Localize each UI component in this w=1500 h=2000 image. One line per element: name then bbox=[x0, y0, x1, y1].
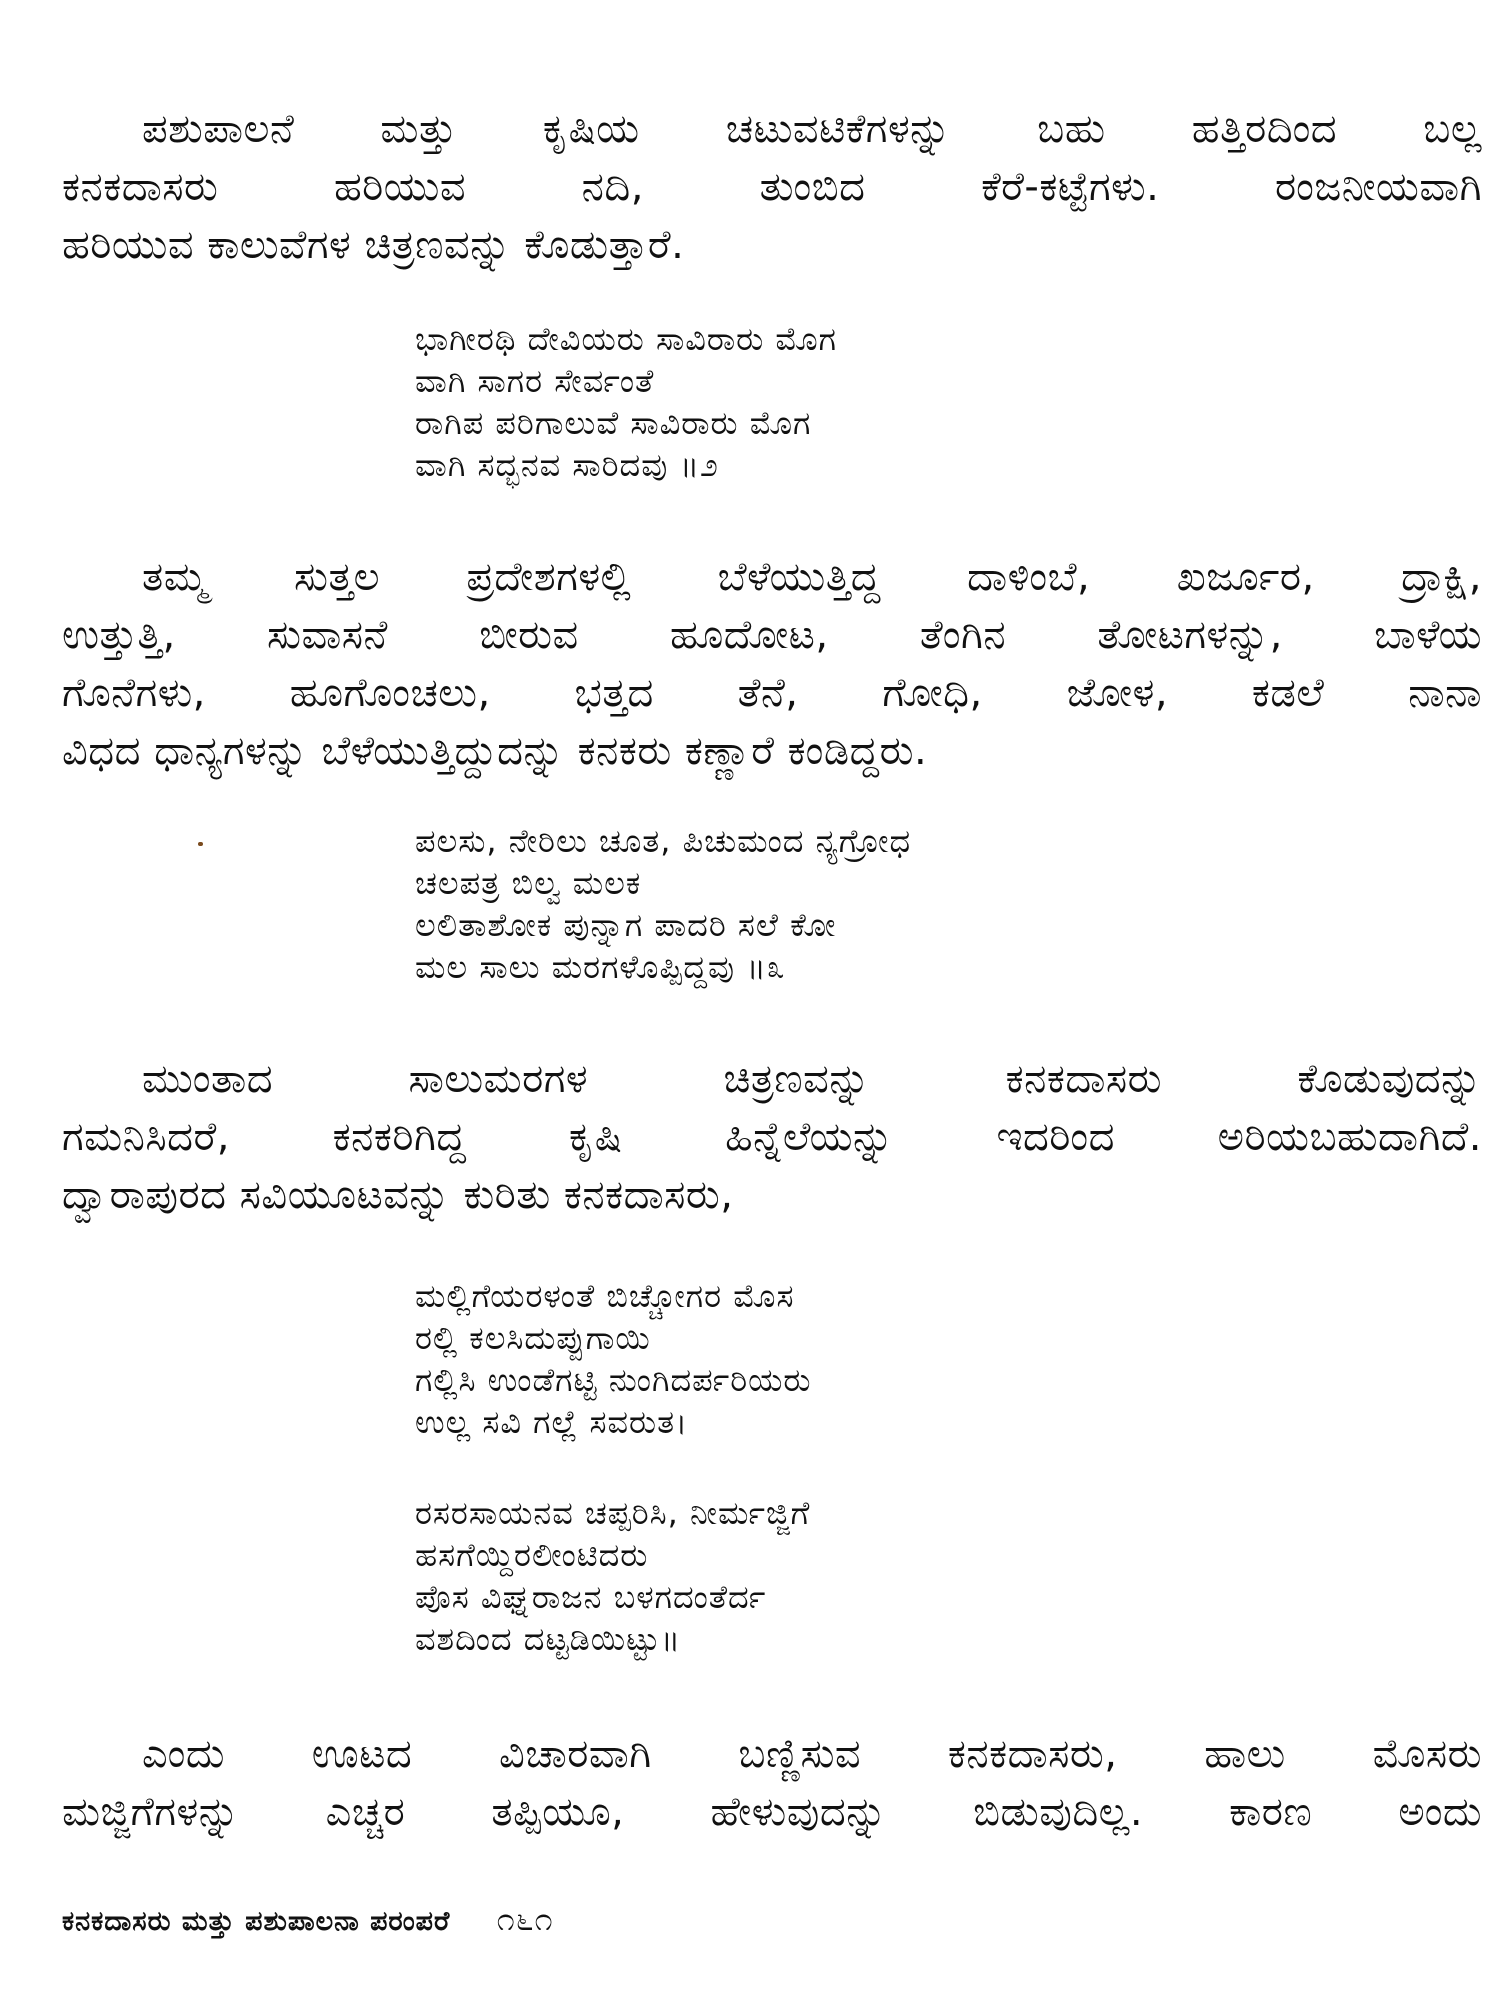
verse-line: ವಶದಿಂದ ದಟ್ಟಡಿಯಿಟ್ಟು॥ bbox=[415, 1620, 682, 1658]
paragraph-3 bbox=[62, 1050, 1482, 1224]
page-footer bbox=[62, 1900, 554, 1939]
paragraph-line: ಎಂದು ಊಟದ ವಿಚಾರವಾಗಿ ಬಣ್ಣಿಸುವ ಕನಕದಾಸರು, ಹಾಲು ಮೊಸರು bbox=[142, 1731, 1482, 1777]
verse-line: ರಸರಸಾಯನವ ಚಪ್ಪರಿಸಿ, ನೀರ್ಮಜ್ಜಿಗೆ bbox=[415, 1494, 811, 1532]
paragraph-line: ಗಮನಿಸಿದರೆ, ಕನಕರಿಗಿದ್ದ ಕೃಷಿ ಹಿನ್ನೆಲೆಯನ್ನು ಇದರಿಂದ ಅರಿಯಬಹುದಾಗಿದೆ. bbox=[62, 1114, 1482, 1160]
paragraph-line: ಪಶುಪಾಲನೆ ಮತ್ತು ಕೃಷಿಯ ಚಟುವಟಿಕೆಗಳನ್ನು ಬಹು ಹತ್ತಿರದಿಂದ ಬಲ್ಲ bbox=[142, 106, 1482, 152]
verse-line: ಚಲಪತ್ರ ಬಿಲ್ವ ಮಲಕ bbox=[415, 864, 642, 902]
paragraph-line: ವಿಧದ ಧಾನ್ಯಗಳನ್ನು ಬೆಳೆಯುತ್ತಿದ್ದುದನ್ನು ಕನಕರು ಕಣ್ಣಾರೆ ಕಂಡಿದ್ದರು. bbox=[62, 728, 928, 774]
scan-speck bbox=[198, 842, 203, 846]
verse-4 bbox=[415, 1492, 810, 1660]
running-title: ಕನಕದಾಸರು ಮತ್ತು ಪಶುಪಾಲನಾ ಪರಂಪರೆ bbox=[62, 1906, 451, 1937]
verse-line: ಭಾಗೀರಥಿ ದೇವಿಯರು ಸಾವಿರಾರು ಮೊಗ bbox=[415, 320, 837, 358]
verse-line: ರಲ್ಲಿ ಕಲಸಿದುಪ್ಪುಗಾಯಿ bbox=[415, 1319, 651, 1357]
verse-2 bbox=[415, 820, 911, 988]
paragraph-line: ಗೊನೆಗಳು, ಹೂಗೊಂಚಲು, ಭತ್ತದ ತೆನೆ, ಗೋಧಿ, ಜೋಳ, ಕಡಲೆ ನಾನಾ bbox=[62, 670, 1482, 716]
paragraph-2 bbox=[62, 548, 1482, 780]
verse-line: ಹಸಗೆಯ್ದಿರಲೀಂಟಿದರು bbox=[415, 1536, 649, 1574]
verse-line: ಪೊಸ ವಿಘ್ನರಾಜನ ಬಳಗದಂತೆರ್ದ bbox=[415, 1578, 767, 1616]
verse-line: ಪಲಸು, ನೇರಿಲು ಚೂತ, ಪಿಚುಮಂದ ನ್ಯಗ್ರೋಧ bbox=[415, 822, 912, 860]
verse-line: ಲಲಿತಾಶೋಕ ಪುನ್ನಾಗ ಪಾದರಿ ಸಲೆ ಕೋ bbox=[415, 906, 837, 944]
verse-1 bbox=[415, 318, 837, 486]
paragraph-line: ಹರಿಯುವ ಕಾಲುವೆಗಳ ಚಿತ್ರಣವನ್ನು ಕೊಡುತ್ತಾರೆ. bbox=[62, 222, 685, 268]
paragraph-4 bbox=[62, 1725, 1482, 1841]
verse-line: ಮಲ ಸಾಲು ಮರಗಳೊಪ್ಪಿದ್ದವು ॥೩ bbox=[415, 948, 786, 986]
paragraph-line: ಮುಂತಾದ ಸಾಲುಮರಗಳ ಚಿತ್ರಣವನ್ನು ಕನಕದಾಸರು ಕೊಡುವುದನ್ನು bbox=[142, 1056, 1482, 1102]
verse-line: ವಾಗಿ ಸಾಗರ ಸೇರ್ವಂತೆ bbox=[415, 362, 655, 400]
paragraph-line: ಕನಕದಾಸರು ಹರಿಯುವ ನದಿ, ತುಂಬಿದ ಕೆರೆ-ಕಟ್ಟೆಗಳು. ರಂಜನೀಯವಾಗಿ bbox=[62, 164, 1482, 210]
verse-line: ಉಲ್ಲ ಸವಿ ಗಲ್ಲೆ ಸವರುತ। bbox=[415, 1403, 689, 1441]
paragraph-line: ತಮ್ಮ ಸುತ್ತಲ ಪ್ರದೇಶಗಳಲ್ಲಿ ಬೆಳೆಯುತ್ತಿದ್ದ ದಾಳಿಂಬೆ, ಖರ್ಜೂರ, ದ್ರಾಕ್ಷಿ, bbox=[142, 554, 1482, 600]
paragraph-1 bbox=[62, 100, 1482, 274]
verse-line: ವಾಗಿ ಸದ್ಭನವ ಸಾರಿದವು ॥೨ bbox=[415, 446, 719, 484]
verse-3 bbox=[415, 1275, 812, 1443]
paragraph-line: ಮಜ್ಜಿಗೆಗಳನ್ನು ಎಚ್ಚರ ತಪ್ಪಿಯೂ, ಹೇಳುವುದನ್ನು ಬಿಡುವುದಿಲ್ಲ. ಕಾರಣ ಅಂದು bbox=[62, 1789, 1482, 1835]
paragraph-line: ಉತ್ತುತ್ತಿ, ಸುವಾಸನೆ ಬೀರುವ ಹೂದೋಟ, ತೆಂಗಿನ ತೋಟಗಳನ್ನು, ಬಾಳೆಯ bbox=[62, 612, 1482, 658]
verse-line: ರಾಗಿಪ ಪರಿಗಾಲುವೆ ಸಾವಿರಾರು ಮೊಗ bbox=[415, 404, 812, 442]
paragraph-line: ದ್ವಾರಾಪುರದ ಸವಿಯೂಟವನ್ನು ಕುರಿತು ಕನಕದಾಸರು, bbox=[62, 1172, 734, 1218]
verse-line: ಮಲ್ಲಿಗೆಯರಳಂತೆ ಬಿಚ್ಚೋಗರ ಮೊಸ bbox=[415, 1277, 795, 1315]
page-number: ೧೬೧ bbox=[496, 1900, 554, 1938]
verse-line: ಗಲ್ಲಿಸಿ ಉಂಡೆಗಟ್ಟಿ ನುಂಗಿದರ್ಪರಿಯರು bbox=[415, 1361, 812, 1399]
